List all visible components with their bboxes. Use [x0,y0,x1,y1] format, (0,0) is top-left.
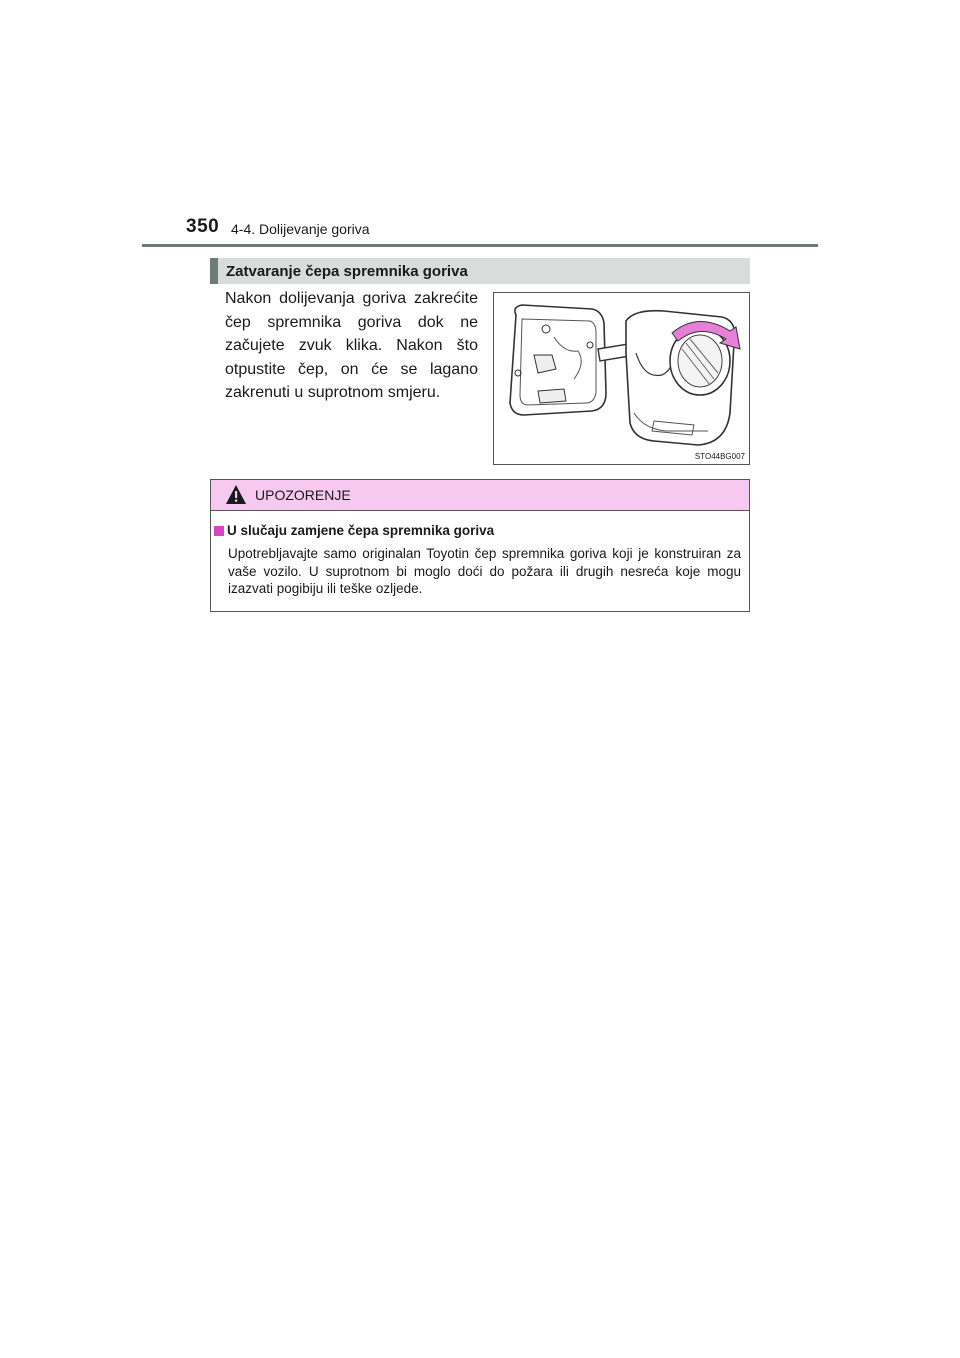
page-number: 350 [186,216,220,237]
warning-title: UPOZORENJE [255,487,351,503]
header-rule [142,244,818,247]
warning-triangle-icon [225,484,247,505]
warning-item-title: U slučaju zamjene čepa spremnika goriva [227,523,495,538]
instruction-paragraph: Nakon dolijevanja goriva zakrećite čep spremnika goriva dok ne začujete zvuk klika. Nakon što otpustite čep, on će se lagano zakrenuti u suprotnom smjeru. [225,290,478,401]
section-title [210,258,750,284]
warning-text: Upotrebljavajte samo originalan Toyotin čep spremnika goriva koji je konstruiran za vaše vozilo. U suprotnom bi moglo doći do požara ili drugih nesreća koje mogu izazvati pogibiju ili teške ozljede. [228,546,741,596]
warning-item-heading [214,523,494,538]
door-hinge [538,389,566,403]
warning-box [210,479,750,612]
section-reference: 4-4. Dolijevanje goriva [231,221,370,237]
warning-header [211,480,749,511]
section-title-text: Zatvaranje čepa spremnika goriva [226,262,468,280]
bullet-square-icon [214,526,224,536]
figure-code: STO44BG007 [694,452,745,461]
fuel-cap-illustration [493,292,750,465]
fuel-cap-drawing [494,293,749,464]
